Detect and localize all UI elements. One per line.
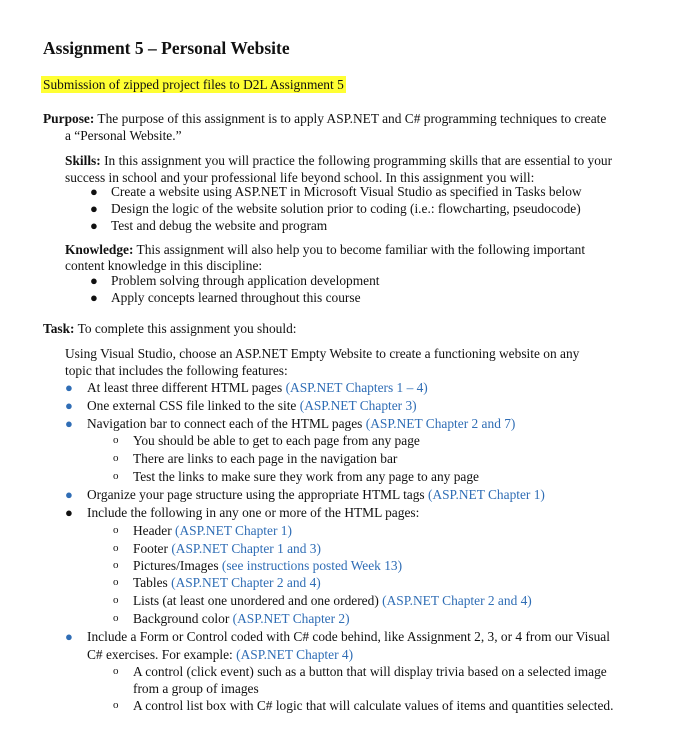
knowledge-label: Knowledge: xyxy=(65,242,134,257)
chapter-reference: (ASP.NET Chapter 2 and 7) xyxy=(365,416,516,431)
bullet-icon: ● xyxy=(65,380,73,395)
circle-bullet-icon: o xyxy=(113,612,119,624)
circle-bullet-icon: o xyxy=(113,452,119,464)
skills-line-2: success in school and your professional life beyond school. In this assignment you will: xyxy=(65,170,535,185)
task-text: To complete this assignment you should: xyxy=(74,321,297,336)
circle-bullet-icon: o xyxy=(113,542,119,554)
circle-bullet-icon: o xyxy=(113,559,119,571)
document-page: Assignment 5 – Personal Website Submission of zipped project files to D2L Assignment 5 Purpose: The purpose of this assignment is to apply ASP.NET and C# programming techniques to create a “Personal Website.” Skills: In this assignment you will practice the following programming skills that are essential to your success in school and your professional life beyond school. In this assignment you will: ● Create a website using ASP.NET in Microsoft Visual Studio as specified in Tasks below ● Design the logic of the website solution prior to coding (i.e.: flowcharting, pseudocode) ● Test and debug the website and program Knowledge: This assignment will also help you to become familiar with the following important content knowledge in this discipline: ● Problem solving through application development ● Apply concepts learned throughout this course Task: To complete this assignment you should: Using Visual Studio, choose an ASP.NET Empty Website to create a functioning website on any topic that includes the following features: ● At least three different HTML pages (ASP.NET Chapters 1 – 4) ● One external CSS file linked to the site (ASP.NET Chapter 3) ● Navigation bar to connect each of the HTML pages (ASP.NET Chapter 2 and 7) o You should be able to get to each page from any page o There are links to each page in the navigation bar o Test the links to make sure they work from any page to any page ● Organize your page structure using the appropriate HTML tags (ASP.NET Chapter 1) ● Include the following in any one or more of the HTML pages: o Header (ASP.NET Chapter 1) o Footer (ASP.NET Chapter 1 and 3) o Pictures/Images (see instructions posted Week 13) o Tables (ASP.NET Chapter 2 and 4) o Lists (at least one unordered and one ordered) (ASP.NET Chapter 2 and 4) o Background color (ASP.NET Chapter 2) ● Include a Form or Control coded with C# code behind, like Assignment 2, 3, or 4 from our Visual C# exercises. For example: (ASP.NET Chapter 4) o A control (click event) such as a button that will display trivia based on a selected image from a group of images o A control list box with C# logic that will calculate values of items and quantities selected. xyxy=(43,38,614,713)
knowledge-line-1 xyxy=(65,241,585,259)
bullet-icon: ● xyxy=(90,201,98,216)
task-label: Task: xyxy=(43,321,75,336)
skills-line-1 xyxy=(65,152,612,170)
purpose-label: Purpose: xyxy=(43,111,95,126)
chapter-reference: (ASP.NET Chapter 2 and 4) xyxy=(382,593,532,608)
purpose-line-1 xyxy=(43,110,606,128)
purpose-line-2: a “Personal Website.” xyxy=(65,128,182,143)
task-intro-1: Using Visual Studio, choose an ASP.NET Empty Website to create a functioning website on any xyxy=(65,346,580,361)
task-line xyxy=(43,320,297,338)
circle-bullet-icon: o xyxy=(113,699,119,711)
bullet-icon: ● xyxy=(90,184,98,199)
bullet-icon: ● xyxy=(65,416,73,431)
submission-highlight: Submission of zipped project files to D2L Assignment 5 xyxy=(43,77,344,92)
chapter-reference: (ASP.NET Chapters 1 – 4) xyxy=(285,380,428,395)
bullet-icon: ● xyxy=(65,629,73,644)
chapter-reference: (ASP.NET Chapter 1) xyxy=(175,523,292,538)
chapter-reference: (ASP.NET Chapter 1) xyxy=(427,487,545,502)
circle-bullet-icon: o xyxy=(113,665,119,677)
chapter-reference: (ASP.NET Chapter 2) xyxy=(232,611,350,626)
bullet-icon: ● xyxy=(65,505,73,520)
bullet-icon: ● xyxy=(90,273,98,288)
bullet-icon: ● xyxy=(65,398,73,413)
circle-bullet-icon: o xyxy=(113,470,119,482)
circle-bullet-icon: o xyxy=(113,594,119,606)
task-intro-2: topic that includes the following features: xyxy=(65,363,288,378)
chapter-reference: (ASP.NET Chapter 2 and 4) xyxy=(171,575,321,590)
feature-item-continued: C# exercises. For example: (ASP.NET Chapter 4) xyxy=(87,647,354,662)
skills-text: In this assignment you will practice the following programming skills that are essential to your xyxy=(100,153,613,168)
purpose-text: The purpose of this assignment is to apply ASP.NET and C# programming techniques to create xyxy=(94,111,607,126)
circle-bullet-icon: o xyxy=(113,434,119,446)
document-title: Assignment 5 – Personal Website xyxy=(43,38,290,58)
circle-bullet-icon: o xyxy=(113,576,119,588)
knowledge-text: This assignment will also help you to become familiar with the following important xyxy=(133,242,586,257)
knowledge-line-2: content knowledge in this discipline: xyxy=(65,258,263,273)
bullet-icon: ● xyxy=(90,218,98,233)
chapter-reference: (ASP.NET Chapter 4) xyxy=(236,647,354,662)
chapter-reference: (see instructions posted Week 13) xyxy=(221,558,403,573)
bullet-icon: ● xyxy=(90,290,98,305)
example-sub-item-continued: from a group of images xyxy=(133,681,259,696)
circle-bullet-icon: o xyxy=(113,524,119,536)
skills-label: Skills: xyxy=(65,153,101,168)
chapter-reference: (ASP.NET Chapter 1 and 3) xyxy=(171,541,321,556)
chapter-reference: (ASP.NET Chapter 3) xyxy=(299,398,417,413)
bullet-icon: ● xyxy=(65,487,73,502)
